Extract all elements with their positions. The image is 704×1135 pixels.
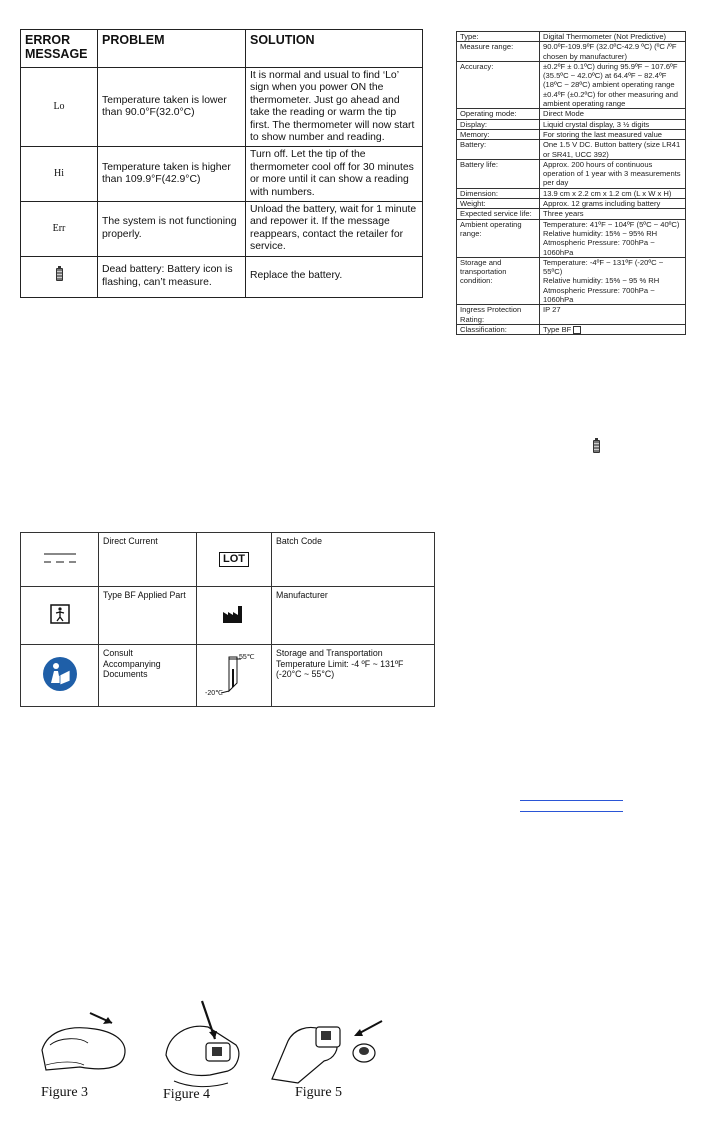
spec-value-text: ±0.2ºF ± 0.1ºC) during 95.9ºF ~ 107.6ºF (35.5ºC ~ 42.0ºC) at 64.4ºF ~ 82.4ºF (18ºC ~ 28ºC) ambient operating range ±0.4ºF (±0.2ºC) for other measuring and ambient operating range xyxy=(543,61,679,109)
table-row xyxy=(457,129,686,139)
spec-value-text: Three years xyxy=(543,209,584,219)
lot-symbol: LOT xyxy=(219,552,249,567)
spec-label: Type: xyxy=(457,32,540,42)
spec-label: Dimension: xyxy=(457,188,540,198)
battery-icon xyxy=(56,268,63,281)
solution-cell: Replace the battery. xyxy=(246,256,423,297)
symbol-label: Type BF Applied Part xyxy=(99,587,197,645)
spec-label: Accuracy: xyxy=(457,61,540,108)
solution-cell: It is normal and usual to find ‘Lo’ sign when you power ON the thermometer. Just go ahead and take the reading or warm the tip first. The thermometer will now start to show number and reading. xyxy=(246,68,423,147)
symbol-label: Manufacturer xyxy=(272,587,435,645)
error-code-lo: Lo xyxy=(21,68,98,147)
spec-value-text: 13.9 cm x 2.2 cm x 1.2 cm (L x W x H) xyxy=(543,188,672,198)
spec-label: Battery life: xyxy=(457,159,540,188)
spec-value xyxy=(540,32,686,42)
table-row xyxy=(21,202,423,257)
table-row xyxy=(457,219,686,257)
header-problem: PROBLEM xyxy=(98,30,246,68)
spec-value-text: Approx. 12 grams including battery xyxy=(543,199,661,209)
spec-value-text: One 1.5 V DC. Button battery (size LR41 or SR41, UCC 392) xyxy=(543,140,681,159)
spec-value xyxy=(540,159,686,188)
spec-value-text: Temperature: -4ºF ~ 131ºF (-20ºC ~ 55ºC) Relative humidity: 15% ~ 95 % RH Atmospheric Pressure: 700hPa ~ 1060hPa xyxy=(543,257,664,305)
table-row xyxy=(21,68,423,147)
symbol-label: Storage and Transportation Temperature Limit: -4 ºF ~ 131ºF (-20°C ~ 55°C) xyxy=(272,645,435,707)
spec-label: Classification: xyxy=(457,324,540,334)
spec-value xyxy=(540,61,686,108)
figure-caption: Figure 4 xyxy=(163,1087,211,1102)
symbol-label: Consult Accompanying Documents xyxy=(99,645,197,707)
spec-label: Storage and transportation condition: xyxy=(457,257,540,304)
figure-5-illustration xyxy=(268,995,393,1095)
spec-label: Battery: xyxy=(457,140,540,160)
link-underline xyxy=(520,811,623,812)
link-underline xyxy=(520,800,623,801)
problem-cell: Temperature taken is higher than 109.9°F(42.9°C) xyxy=(98,147,246,202)
table-row xyxy=(21,147,423,202)
header-error-message: ERROR MESSAGE xyxy=(21,30,98,68)
symbols-table xyxy=(20,532,435,707)
spec-value-text: For storing the last measured value xyxy=(543,129,663,139)
type-bf-icon xyxy=(573,326,581,334)
temperature-limit-icon xyxy=(197,645,272,707)
table-row xyxy=(457,324,686,334)
spec-value-text: Direct Mode xyxy=(543,109,584,119)
error-table-header-row xyxy=(21,30,423,68)
temp-limit-low: -20℃ xyxy=(205,689,223,697)
table-row xyxy=(21,587,435,645)
spec-label: Expected service life: xyxy=(457,209,540,219)
table-row xyxy=(457,159,686,188)
spec-value xyxy=(540,129,686,139)
manufacturer-icon xyxy=(197,587,272,645)
table-row xyxy=(457,42,686,62)
spec-label: Operating mode: xyxy=(457,109,540,119)
table-row xyxy=(21,645,435,707)
spec-value-text: 90.0ºF-109.9ºF (32.0ºC-42.9 ºC) (ºC /ºF chosen by manufacturer) xyxy=(543,42,677,61)
spec-label: Ingress Protection Rating: xyxy=(457,305,540,325)
spec-value xyxy=(540,324,686,334)
table-row xyxy=(457,140,686,160)
spec-value-text: IP 27 xyxy=(543,305,561,315)
figure-4-illustration xyxy=(158,995,258,1095)
header-solution: SOLUTION xyxy=(246,30,423,68)
type-bf-icon xyxy=(21,587,99,645)
table-row xyxy=(21,533,435,587)
spec-value xyxy=(540,140,686,160)
table-row xyxy=(457,119,686,129)
spec-value-text: Type BF xyxy=(543,324,572,334)
spec-value xyxy=(540,257,686,304)
table-row xyxy=(457,61,686,108)
spec-value-text: Temperature: 41ºF ~ 104ºF (5ºC ~ 40ºC) Relative humidity: 15% ~ 95% RH Atmospheric Pressure: 700hPa ~ 1060hPa xyxy=(543,219,680,257)
spec-value-text: Liquid crystal display, 3 ½ digits xyxy=(543,119,650,129)
table-row xyxy=(457,209,686,219)
error-code-err: Err xyxy=(21,202,98,257)
spec-label: Memory: xyxy=(457,129,540,139)
spec-value xyxy=(540,199,686,209)
spec-value xyxy=(540,109,686,119)
table-row xyxy=(457,188,686,198)
solution-cell: Turn off. Let the tip of the thermometer cool off for 30 minutes or more until it can show a reading with numbers. xyxy=(246,147,423,202)
temp-limit-high: 55℃ xyxy=(239,653,255,661)
consult-documents-icon xyxy=(21,645,99,707)
error-message-table xyxy=(20,29,423,298)
battery-code-cell xyxy=(21,256,98,297)
spec-value xyxy=(540,209,686,219)
direct-current-icon xyxy=(21,533,99,587)
spec-label: Measure range: xyxy=(457,42,540,62)
problem-cell: Dead battery: Battery icon is flashing, can’t measure. xyxy=(98,256,246,297)
symbol-label: Batch Code xyxy=(272,533,435,587)
table-row xyxy=(457,109,686,119)
symbol-label: Direct Current xyxy=(99,533,197,587)
spec-label: Ambient operating range: xyxy=(457,219,540,257)
spec-label: Display: xyxy=(457,119,540,129)
spec-value xyxy=(540,305,686,325)
solution-cell: Unload the battery, wait for 1 minute and repower it. If the message reappears, contact the retailer for service. xyxy=(246,202,423,257)
figure-caption: Figure 5 xyxy=(295,1085,343,1100)
specifications-table xyxy=(456,31,686,335)
spec-value-text: Digital Thermometer (Not Predictive) xyxy=(543,32,667,41)
problem-cell: Temperature taken is lower than 90.0°F(32.0°C) xyxy=(98,68,246,147)
table-row xyxy=(457,199,686,209)
table-row xyxy=(457,305,686,325)
spec-value xyxy=(540,119,686,129)
table-row xyxy=(457,257,686,304)
lot-icon xyxy=(197,533,272,587)
spec-value xyxy=(540,42,686,62)
spec-value xyxy=(540,219,686,257)
problem-cell: The system is not functioning properly. xyxy=(98,202,246,257)
error-code-hi: Hi xyxy=(21,147,98,202)
table-row xyxy=(457,32,686,42)
figure-3-illustration xyxy=(40,995,140,1090)
spec-value-text: Approx. 200 hours of continuous operation of 1 year with 3 measurements per day xyxy=(543,159,681,188)
spec-label: Weight: xyxy=(457,199,540,209)
spec-value xyxy=(540,188,686,198)
table-row xyxy=(21,256,423,297)
figure-caption: Figure 3 xyxy=(41,1085,89,1100)
battery-icon xyxy=(593,440,600,453)
